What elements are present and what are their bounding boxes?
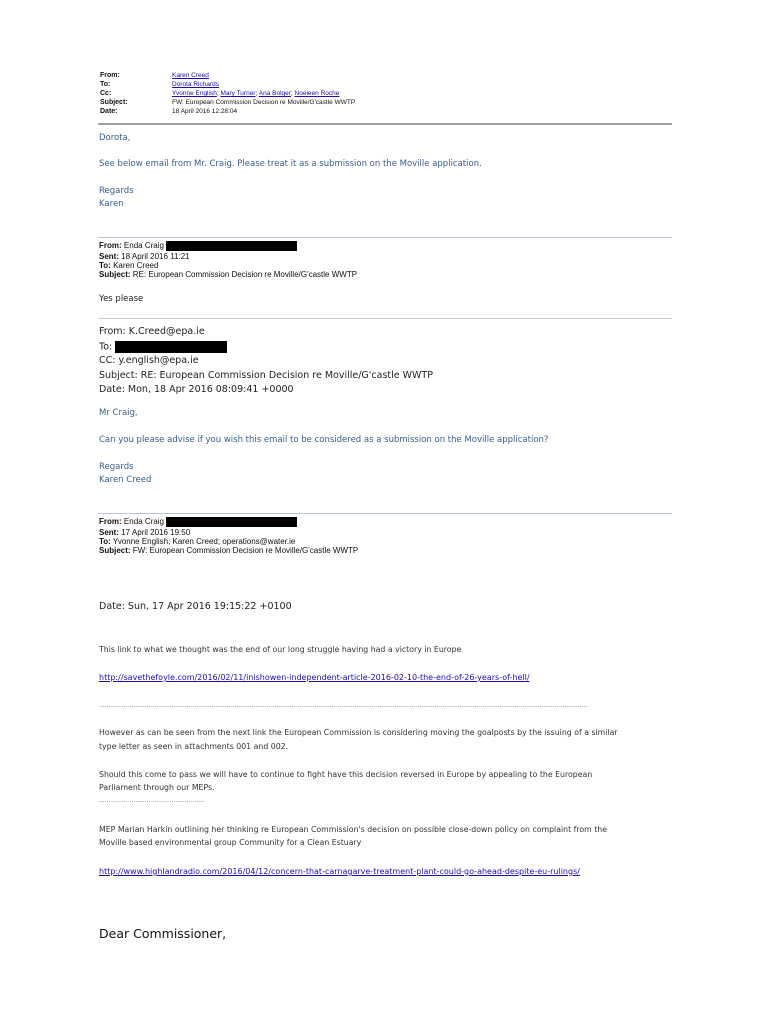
from-label: From:: [100, 72, 120, 79]
cc-value: Yvonne English; Mary Turner; Ana Bolger; Noeleen Roche: [172, 90, 340, 97]
from-link[interactable]: Karen Creed: [172, 72, 209, 79]
msg2-from-value: Enda Craig: [123, 241, 164, 251]
msg2-sent-line: [99, 252, 190, 261]
msg4-from-label: From:: [99, 517, 122, 527]
msg5-para2-line2: type letter as seen in attachments 001 and 002.: [99, 742, 289, 751]
msg4-from-line: [99, 517, 297, 527]
msg5-para4-line2: Moville based environmental group Community for a Clean Estuary: [99, 838, 362, 847]
msg2-from-label: From:: [99, 241, 122, 251]
msg4-subject-line: [99, 546, 358, 555]
cc-link-3[interactable]: Ana Bolger: [258, 90, 291, 97]
subject-label: Subject:: [100, 99, 128, 106]
msg5-date: Date: Sun, 17 Apr 2016 19:15:22 +0100: [99, 601, 292, 612]
msg3-cc: CC: y.english@epa.ie: [99, 355, 199, 366]
msg3-from: From: K.Creed@epa.ie: [99, 326, 205, 337]
from-value: [172, 72, 209, 79]
msg5-para4-line1: MEP Marian Harkin outlining her thinking re European Commission's decision on possible close-down policy on complaint from the: [99, 825, 608, 834]
redaction-bar: [166, 241, 297, 251]
msg4-divider: [98, 513, 672, 514]
to-link[interactable]: Dorota Richards: [172, 81, 219, 88]
msg4-sent-value: 17 April 2016 19:50: [121, 528, 191, 537]
msg2-sent-value: 18 April 2016 11:21: [121, 252, 190, 261]
msg2-to-label: To:: [99, 261, 111, 270]
msg2-from-line: [99, 241, 297, 251]
subject-value: FW: European Commission Decision re Moville/G'castle WWTP: [172, 99, 356, 106]
msg3-body: Can you please advise if you wish this email to be considered as a submission on the Moville application?: [99, 435, 549, 445]
msg3-subject: Subject: RE: European Commission Decision re Moville/G'castle WWTP: [99, 370, 433, 381]
msg2-sent-label: Sent:: [99, 252, 119, 261]
msg4-to-label: To:: [99, 537, 111, 546]
msg3-divider: [98, 318, 672, 319]
msg4-from-value: Enda Craig: [123, 517, 164, 527]
dotted-separator-short: .......................................................: [99, 797, 204, 804]
msg5-para3-line2: Parliament through our MEPs.: [99, 783, 215, 792]
msg1-regards: Regards: [99, 186, 134, 196]
msg2-subject-label: Subject:: [99, 270, 131, 279]
msg3-to: To:: [99, 341, 113, 353]
msg2-body: Yes please: [99, 294, 144, 304]
cc-link-4[interactable]: Noeleen Roche: [294, 90, 340, 97]
msg2-to-value: Karen Creed: [113, 261, 159, 270]
msg1-signature: Karen: [99, 199, 124, 209]
msg4-to-value: Yvonne English; Karen Creed; operations@water.ie: [112, 537, 296, 546]
cc-link-1[interactable]: Yvonne English: [172, 90, 217, 97]
msg3-signature: Karen Creed: [99, 475, 152, 485]
msg4-subject-value: FW: European Commission Decision re Moville/G'castle WWTP: [132, 546, 359, 555]
msg1-greeting: Dorota,: [99, 133, 131, 143]
header-divider: [98, 123, 672, 125]
msg4-subject-label: Subject:: [99, 546, 131, 555]
msg4-to-line: [99, 537, 295, 546]
to-value: [172, 81, 219, 88]
to-label: To:: [100, 81, 111, 88]
msg3-to-line: [99, 341, 227, 353]
salutation: Dear Commissioner,: [99, 926, 227, 941]
msg4-sent-line: [99, 528, 190, 537]
msg5-para1: This link to what we thought was the end of our long struggle having had a victory in Europe: [99, 645, 462, 654]
dotted-separator: ................................................................................................................................................................................................................................................................: [99, 702, 588, 709]
msg2-subject-line: [99, 270, 357, 279]
msg5-para2-line1: However as can be seen from the next link the European Commission is considering moving the goalposts by the issuing of a similar: [99, 728, 618, 737]
link-savethefoyle[interactable]: http://savethefoyle.com/2016/02/11/inishowen-independent-article-2016-02-10-the-end-of-26-years-of-hell/: [99, 673, 530, 682]
link-highlandradio[interactable]: http://www.highlandradio.com/2016/04/12/concern-that-carnagarve-treatment-plant-could-go-ahead-despite-eu-rulings/: [99, 867, 580, 876]
msg3-date: Date: Mon, 18 Apr 2016 08:09:41 +0000: [99, 384, 294, 395]
date-label: Date:: [100, 108, 118, 115]
cc-link-2[interactable]: Mary Turner: [220, 90, 256, 97]
msg1-body: See below email from Mr. Craig. Please treat it as a submission on the Moville application.: [99, 159, 482, 169]
msg2-divider: [98, 237, 672, 238]
cc-label: Cc:: [100, 90, 112, 97]
msg4-sent-label: Sent:: [99, 528, 119, 537]
redaction-bar: [166, 517, 297, 527]
msg5-para3-line1: Should this come to pass we will have to continue to fight have this decision reversed in Europe by appealing to the European: [99, 770, 593, 779]
msg3-greeting: Mr Craig,: [99, 408, 138, 418]
msg2-subject-value: RE: European Commission Decision re Moville/G'castle WWTP: [132, 270, 358, 279]
msg3-regards: Regards: [99, 462, 134, 472]
msg2-to-line: [99, 261, 158, 270]
redaction-bar: [115, 341, 227, 353]
date-value: 18 April 2016 12:28:04: [172, 108, 238, 115]
